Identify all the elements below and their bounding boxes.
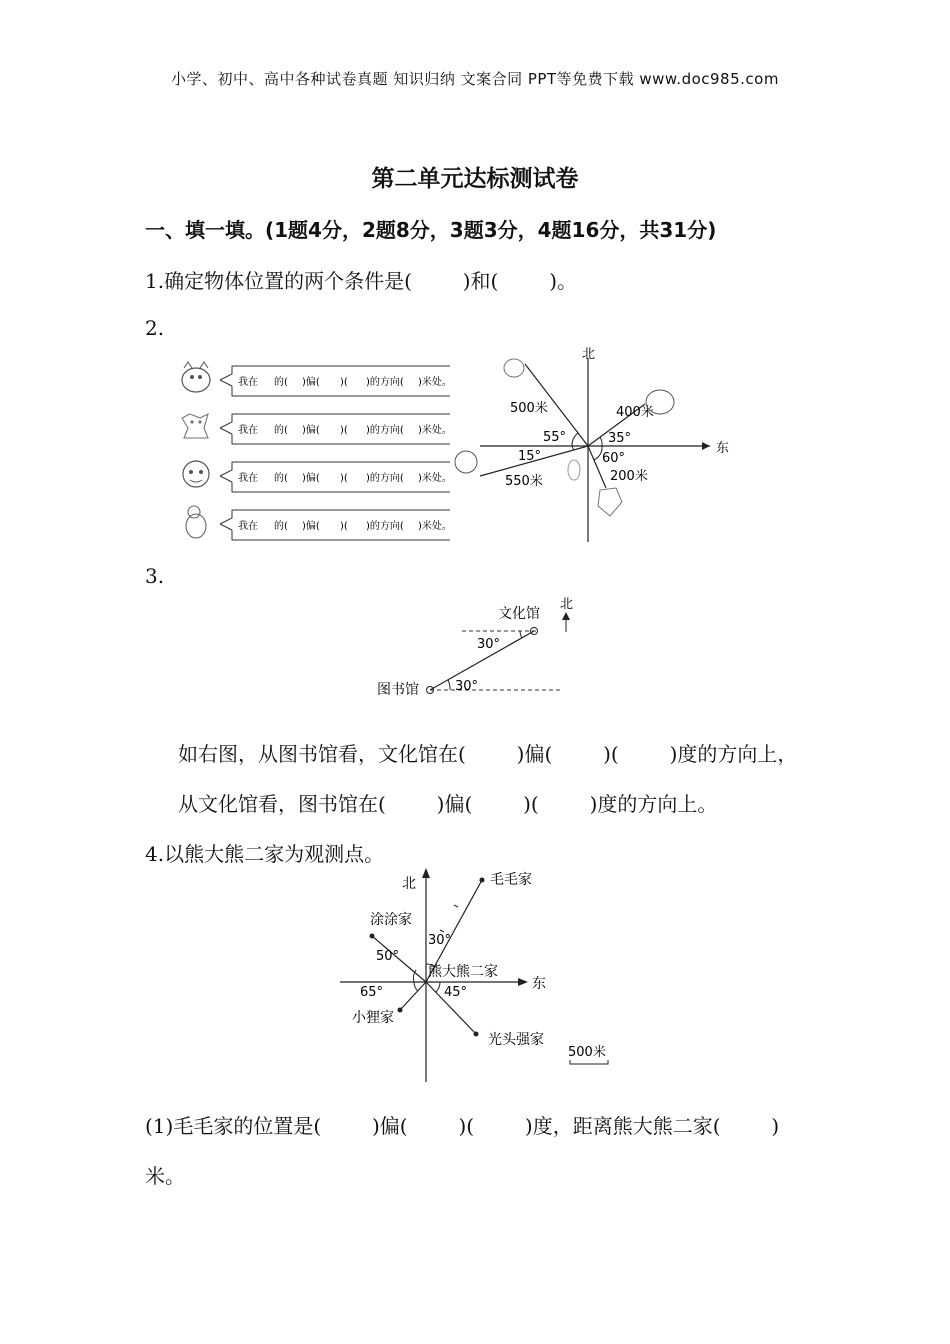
animal-icon <box>183 461 209 487</box>
north-label: 北 <box>582 347 596 362</box>
animal-icon <box>182 362 210 392</box>
section-heading: 一、填一填。(1题4分，2题8分，3题3分，4题16分，共31分) <box>145 218 717 242</box>
bird-icon <box>646 390 674 414</box>
distance-200: 200米 <box>610 469 648 484</box>
maomao-label: 毛毛家 <box>490 872 532 888</box>
speech-mid: )( <box>340 425 348 436</box>
angle-arc <box>414 982 418 991</box>
speech-end: )米处。 <box>418 377 452 388</box>
speech-end: )米处。 <box>418 521 452 532</box>
speech-pian: )偏( <box>302 377 320 388</box>
question-4-1-line-1: (1)毛毛家的位置是( )偏( )( )度，距离熊大熊二家( ) <box>145 1114 780 1138</box>
angle-arc <box>520 631 522 638</box>
speech-mid: )( <box>340 377 348 388</box>
animal-icon <box>186 506 206 538</box>
speech-row <box>182 362 452 396</box>
distance-550: 550米 <box>505 474 543 489</box>
angle-55: 55° <box>543 430 567 445</box>
page-title: 第二单元达标测试卷 <box>371 166 579 192</box>
speech-wo: 我在 <box>238 425 258 436</box>
question-4: 4.以熊大熊二家为观测点。 <box>145 842 385 866</box>
animal-icon <box>182 414 208 438</box>
distance-500: 500米 <box>510 401 548 416</box>
question-3-line-1: 如右图，从图书馆看，文化馆在( )偏( )( )度的方向上， <box>178 742 798 766</box>
question-2-label: 2. <box>145 316 165 340</box>
speech-pian: )偏( <box>302 425 320 436</box>
speech-row <box>183 461 452 492</box>
angle-arc <box>572 446 574 450</box>
xiaoli-dot-icon <box>398 1008 403 1013</box>
speech-row <box>186 506 452 540</box>
angle-arc <box>600 437 602 446</box>
arrow-east-icon <box>518 978 528 986</box>
maomao-dot-icon <box>480 878 485 883</box>
guangtou-label: 光头强家 <box>488 1032 544 1048</box>
speech-de: 的( <box>274 377 288 388</box>
angle-arc <box>436 982 440 992</box>
speech-de: 的( <box>274 425 288 436</box>
monkey-icon <box>455 451 477 473</box>
q3-figure <box>370 590 600 705</box>
angle-top: 30° <box>477 637 501 652</box>
question-4-1-line-2: 米。 <box>145 1164 185 1188</box>
angle-50: 50° <box>376 949 400 964</box>
angle-60: 60° <box>602 451 626 466</box>
speech-de: 的( <box>274 473 288 484</box>
angle-arc <box>448 680 450 690</box>
tushu-label: 图书馆 <box>377 682 419 698</box>
scale-bar <box>570 1060 608 1064</box>
angle-arc <box>572 433 578 446</box>
page-header: 小学、初中、高中各种试卷真题 知识归纳 文案合同 PPT等免费下载 www.doc985.com <box>171 70 779 88</box>
speech-de: 的( <box>274 521 288 532</box>
center-label: 熊大熊二家 <box>428 964 498 980</box>
speech-fx: )的方向( <box>366 473 404 484</box>
speech-mid: )( <box>340 521 348 532</box>
speech-pian: )偏( <box>302 473 320 484</box>
speech-wo: 我在 <box>238 377 258 388</box>
speech-end: )米处。 <box>418 425 452 436</box>
tutu-dot-icon <box>370 934 375 939</box>
tick-mark <box>440 930 444 932</box>
angle-arc <box>594 446 602 460</box>
guangtou-dot-icon <box>474 1032 479 1037</box>
question-3-line-2: 从文化馆看，图书馆在( )偏( )( )度的方向上。 <box>178 792 718 816</box>
speech-row <box>182 414 452 444</box>
arrow-east-icon <box>702 442 710 450</box>
tick-mark <box>454 905 458 907</box>
angle-65: 65° <box>360 985 384 1000</box>
ray-xiaoli <box>400 982 426 1010</box>
speech-pian: )偏( <box>302 521 320 532</box>
question-3-label: 3. <box>145 564 165 588</box>
north-label: 北 <box>560 597 574 612</box>
speech-fx: )的方向( <box>366 425 404 436</box>
speech-wo: 我在 <box>238 521 258 532</box>
scale-label: 500米 <box>568 1045 606 1060</box>
question-1: 1.确定物体位置的两个条件是( )和( )。 <box>145 269 578 293</box>
speech-end: )米处。 <box>418 473 452 484</box>
angle-30: 30° <box>428 933 452 948</box>
duck-icon <box>504 359 524 377</box>
elephant-icon <box>598 488 622 516</box>
angle-15: 15° <box>518 449 542 464</box>
speech-fx: )的方向( <box>366 521 404 532</box>
tutu-label: 涂涂家 <box>370 912 412 928</box>
angle-45: 45° <box>444 985 468 1000</box>
q2-figure <box>170 340 770 555</box>
arrow-up-icon <box>562 612 570 620</box>
angle-35: 35° <box>608 431 632 446</box>
xiaoli-label: 小狸家 <box>352 1010 394 1026</box>
arrow-up-icon <box>422 868 430 878</box>
east-label: 东 <box>532 976 546 992</box>
speech-wo: 我在 <box>238 473 258 484</box>
east-label: 东 <box>716 441 730 456</box>
compass-diagram <box>455 347 729 542</box>
speech-fx: )的方向( <box>366 377 404 388</box>
north-label: 北 <box>402 876 416 892</box>
angle-bottom: 30° <box>455 679 479 694</box>
q4-map <box>330 860 630 1085</box>
wenhua-label: 文化馆 <box>498 606 540 622</box>
distance-400: 400米 <box>616 405 654 420</box>
speech-mid: )( <box>340 473 348 484</box>
rabbit-icon <box>568 460 580 480</box>
